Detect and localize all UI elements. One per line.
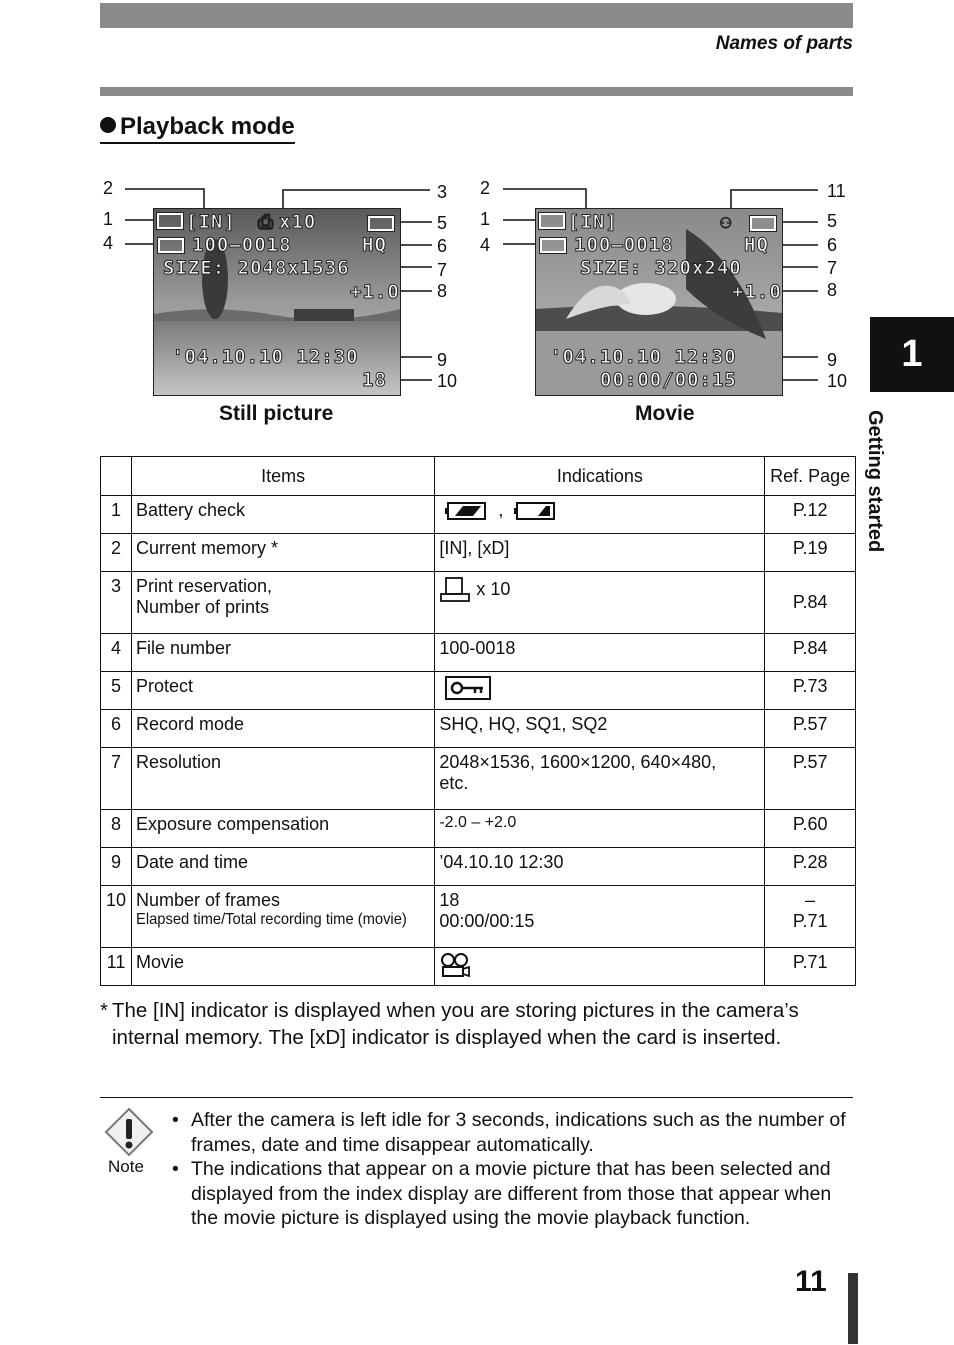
- note-label: Note: [108, 1157, 144, 1176]
- table-row: [101, 710, 856, 748]
- row-indication-line2: 00:00/00:15: [439, 911, 535, 931]
- row-ref: P.12: [765, 496, 856, 534]
- movie-record-mode: HQ: [744, 234, 769, 256]
- chapter-label: [860, 410, 890, 580]
- battery-low-icon: [514, 501, 556, 521]
- row-number: 10: [101, 886, 132, 948]
- table-row: [101, 948, 856, 986]
- battery-full-icon: [445, 501, 487, 521]
- row-indication-line1: 2048×1536, 1600×1200, 640×480,: [439, 752, 717, 772]
- movie-callout-7: 7: [827, 258, 838, 278]
- row-number: 1: [101, 496, 132, 534]
- note-item: • The indications that appear on a movie picture that has been selected and displayed from the index display are different from those that appear when the movie picture is displayed using the movie playback function.: [172, 1157, 862, 1231]
- movie-caption: Movie: [635, 402, 695, 425]
- still-file-number: 100–0018: [192, 234, 292, 256]
- movie-resolution: SIZE: 320x240: [580, 257, 742, 279]
- still-prints-count: x10: [279, 211, 317, 233]
- table-row: [101, 572, 856, 634]
- still-callout-5: 5: [437, 213, 448, 233]
- row-number: 7: [101, 748, 132, 810]
- row-number: 9: [101, 848, 132, 886]
- table-header-row: [101, 457, 856, 496]
- header-indications: Indications: [435, 457, 765, 496]
- row-item: [132, 572, 435, 634]
- row-ref-line1: –: [805, 890, 816, 910]
- movie-exposure: +1.0: [732, 281, 782, 303]
- header-number: [101, 457, 132, 496]
- still-frames: 18: [362, 369, 387, 391]
- parts-table: [100, 456, 856, 986]
- row-ref: P.57: [765, 748, 856, 810]
- movie-callout-6: 6: [827, 235, 838, 255]
- row-item: Current memory *: [132, 534, 435, 572]
- row-item: Date and time: [132, 848, 435, 886]
- header-title: Names of parts: [715, 33, 853, 54]
- row-number: 5: [101, 672, 132, 710]
- row-ref: P.28: [765, 848, 856, 886]
- still-callout-2: 2: [103, 178, 114, 198]
- note-list: [172, 1108, 862, 1231]
- movie-callout-9: 9: [827, 350, 838, 370]
- still-callout-6: 6: [437, 236, 448, 256]
- table-row: [101, 672, 856, 710]
- row-item-line2: Elapsed time/Total recording time (movie): [136, 911, 407, 928]
- still-callout-9: 9: [437, 350, 448, 370]
- section-title-text: Playback mode: [120, 113, 295, 140]
- row-item: Resolution: [132, 748, 435, 810]
- movie-protect-icon: [750, 216, 776, 231]
- row-ref: P.84: [765, 572, 856, 634]
- table-row: [101, 810, 856, 848]
- print-reservation-icon: [439, 576, 471, 604]
- movie-callout-5: 5: [827, 211, 838, 231]
- row-item: Protect: [132, 672, 435, 710]
- footnote-text: The [IN] indicator is displayed when you are storing pictures in the camera’s internal memory. The [xD] indicator is displayed when the card is inserted.: [112, 999, 799, 1049]
- still-callout-3: 3: [437, 182, 448, 202]
- movie-memory-indicator: [IN]: [568, 211, 618, 233]
- row-ref: P.73: [765, 672, 856, 710]
- still-callout-10: 10: [437, 371, 458, 391]
- still-datetime: '04.10.10 12:30: [172, 346, 359, 368]
- row-ref: P.71: [765, 948, 856, 986]
- row-indication: [435, 496, 765, 534]
- row-ref-line2: P.71: [792, 911, 828, 931]
- page-number-bar: [848, 1273, 858, 1344]
- row-item: Movie: [132, 948, 435, 986]
- movie-callout-2: 2: [480, 178, 491, 198]
- still-battery-icon: [157, 213, 183, 229]
- row-indication: [435, 748, 765, 810]
- callout-lines: [0, 0, 954, 440]
- row-number: 2: [101, 534, 132, 572]
- footnote: [100, 997, 860, 1051]
- table-row: [101, 496, 856, 534]
- row-ref: P.57: [765, 710, 856, 748]
- row-ref: P.60: [765, 810, 856, 848]
- still-print-icon: ⎙: [258, 211, 275, 233]
- movie-camera-icon: [439, 952, 471, 978]
- table-row: [101, 634, 856, 672]
- movie-callout-10: 10: [827, 371, 848, 391]
- exclamation-diamond-icon: [104, 1107, 154, 1157]
- row-indication: [435, 886, 765, 948]
- row-item: Exposure compensation: [132, 810, 435, 848]
- table-row: [101, 534, 856, 572]
- battery-separator: ,: [498, 500, 504, 520]
- row-number: 6: [101, 710, 132, 748]
- row-item-line1: Print reservation,: [136, 576, 273, 596]
- movie-elapsed-time: 00:00/00:15: [600, 369, 737, 391]
- row-item: [132, 886, 435, 948]
- movie-callout-1: 1: [480, 209, 491, 229]
- note-item: • After the camera is left idle for 3 seconds, indications such as the number of frames, date and time disappear automatically.: [172, 1108, 862, 1157]
- row-number: 4: [101, 634, 132, 672]
- still-exposure: +1.0: [350, 281, 400, 303]
- row-indication: -2.0 – +2.0: [435, 810, 765, 848]
- table-row: [101, 886, 856, 948]
- still-picture-screen: [153, 208, 401, 396]
- row-ref: P.19: [765, 534, 856, 572]
- row-indication: [435, 948, 765, 986]
- still-resolution: SIZE: 2048x1536: [163, 257, 350, 279]
- prints-count: x 10: [476, 578, 511, 599]
- row-item-line1: Number of frames: [136, 890, 281, 910]
- row-item: Record mode: [132, 710, 435, 748]
- row-indication-line1: 18: [439, 890, 460, 910]
- still-callout-1: 1: [103, 209, 114, 229]
- movie-callout-11: 11: [827, 181, 846, 201]
- row-ref: [765, 886, 856, 948]
- still-callout-7: 7: [437, 260, 448, 280]
- still-record-mode: HQ: [362, 234, 387, 256]
- row-indication: SHQ, HQ, SQ1, SQ2: [435, 710, 765, 748]
- row-indication: [435, 672, 765, 710]
- still-card-icon: [158, 238, 184, 253]
- header-items: Items: [132, 457, 435, 496]
- row-indication: ’04.10.10 12:30: [435, 848, 765, 886]
- movie-battery-icon: [539, 213, 565, 229]
- row-indication-line2: etc.: [439, 773, 469, 793]
- note-divider: [100, 1097, 853, 1098]
- still-picture-caption: Still picture: [219, 402, 334, 425]
- row-indication: 100-0018: [435, 634, 765, 672]
- row-indication: [IN], [xD]: [435, 534, 765, 572]
- row-number: 3: [101, 572, 132, 634]
- movie-callout-8: 8: [827, 280, 838, 300]
- movie-file-number: 100–0018: [574, 234, 674, 256]
- still-memory-indicator: [IN]: [186, 211, 236, 233]
- movie-card-icon: [540, 238, 566, 253]
- row-number: 8: [101, 810, 132, 848]
- row-indication: [435, 572, 765, 634]
- row-item: File number: [132, 634, 435, 672]
- still-callout-4: 4: [103, 233, 114, 253]
- still-callout-8: 8: [437, 281, 448, 301]
- chapter-tab: 1: [870, 317, 954, 392]
- header-ref-page: Ref. Page: [765, 457, 856, 496]
- table-row: [101, 848, 856, 886]
- row-number: 11: [101, 948, 132, 986]
- row-item: Battery check: [132, 496, 435, 534]
- movie-camera-icon: ⚇: [720, 211, 733, 233]
- movie-callout-4: 4: [480, 235, 491, 255]
- protect-key-icon: [445, 676, 491, 700]
- still-protect-icon: [368, 216, 394, 231]
- movie-datetime: '04.10.10 12:30: [550, 346, 737, 368]
- row-ref: P.84: [765, 634, 856, 672]
- table-row: [101, 748, 856, 810]
- footnote-asterisk: *: [100, 999, 108, 1022]
- chapter-label-text: Getting started: [864, 410, 886, 553]
- row-item-line2: Number of prints: [136, 597, 270, 617]
- page-number: 11: [795, 1265, 827, 1298]
- movie-screen: [535, 208, 783, 396]
